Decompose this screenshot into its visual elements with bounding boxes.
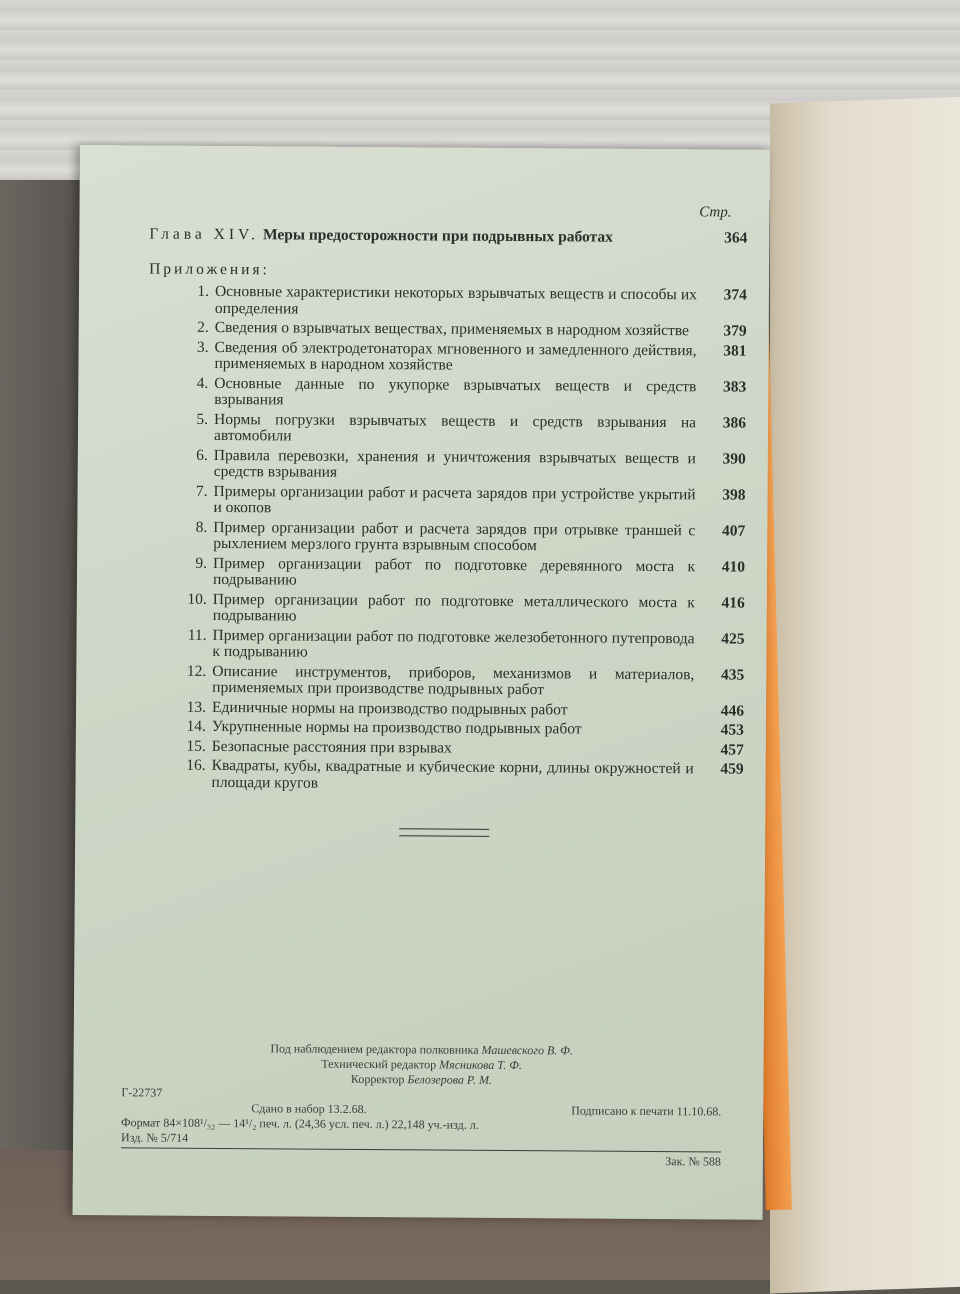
book-page [73, 145, 770, 1220]
toc-item-title: Пример организации работ по подготовке деревянного моста к подрыванию [212, 554, 696, 589]
toc-item-page: 410 [721, 557, 746, 576]
toc-item-page: 386 [722, 413, 747, 432]
typeset-date: Сдано в набор 13.2.68. [251, 1101, 367, 1117]
toc-item [147, 555, 745, 592]
toc-item-title: Описание инструментов, приборов, механизмов и материалов, применяемых при производстве подрывных работ [212, 662, 695, 699]
corrector-name: Белозерова Р. М. [407, 1072, 493, 1087]
toc-item-title: Укрупненные нормы на производство подрывных работ [211, 717, 582, 738]
toc-item-page: 459 [720, 760, 744, 778]
toc-item-number: 2. [197, 318, 209, 336]
toc-item [148, 411, 746, 448]
toc-item-number: 10. [187, 590, 207, 608]
chapter-page: 364 [724, 229, 748, 247]
toc-item-page: 453 [720, 721, 744, 739]
toc-item-title: Пример организации работ по подготовке железобетонного путепровода к подрыванию [212, 626, 695, 661]
toc-item-title: Правила перевозки, хранения и уничтожения взрывчатых веществ и средств взрывания [213, 446, 696, 481]
order-number: Зак. № 588 [665, 1154, 721, 1169]
toc-item-number: 13. [186, 698, 207, 716]
toc-item [149, 283, 747, 320]
toc-item-title: Нормы погрузки взрывчатых веществ и средств взрывания на автомобили [213, 410, 697, 445]
toc-item-page: 379 [723, 322, 747, 340]
toc-item-number: 14. [186, 717, 207, 735]
facing-page [770, 97, 960, 1294]
toc-item [146, 663, 744, 700]
page-column-label: Стр. [699, 204, 732, 221]
toc-item-page: 374 [723, 286, 748, 304]
toc-item [146, 718, 744, 739]
toc-item-title: Сведения о взрывчатых веществах, применяемых в народном хозяйстве [214, 318, 690, 340]
toc-item [145, 757, 743, 794]
print-format: Формат 84×108¹/₃₂ — 14¹/₂ печ. л. (24,36 усл. печ. л.) 22,148 уч.-изд. л. [121, 1115, 479, 1132]
toc-item-number: 1. [197, 282, 210, 300]
toc-item-title: Пример организации работ по подготовке металлического моста к подрыванию [212, 590, 695, 625]
toc-item-number: 7. [195, 482, 208, 500]
toc-item [147, 483, 745, 520]
toc-item [147, 519, 745, 556]
toc-item-number: 6. [196, 446, 208, 464]
chapter-title: Меры предосторожности при подрывных работах [262, 226, 613, 246]
appendix-list [145, 283, 747, 794]
toc-item-number: 8. [195, 518, 208, 536]
toc-item-number: 3. [196, 338, 209, 356]
toc-item-title: Сведения об электродетонаторах мгновенного и замедленного действия, применяемых в народном хозяйстве [214, 338, 697, 374]
toc-item-number: 11. [187, 626, 207, 644]
toc-item-page: 381 [723, 341, 747, 360]
toc-item-page: 435 [721, 665, 745, 684]
section-divider [399, 828, 489, 837]
toc-item-number: 12. [186, 662, 207, 680]
toc-item-title: Основные характеристики некоторых взрывчатых веществ и способы их определения [214, 282, 698, 318]
editor-name: Машевского В. Ф. [481, 1042, 574, 1058]
toc-item [146, 738, 744, 759]
toc-item-title: Квадраты, кубы, квадратные и кубические корни, длины окружностей и площади кругов [211, 756, 694, 792]
toc-item [146, 627, 744, 664]
edition-number: Изд. № 5/714 [121, 1130, 189, 1145]
table-of-contents [145, 204, 748, 844]
toc-item [148, 339, 746, 376]
toc-item [148, 375, 746, 412]
signed-date: Подписано к печати 11.10.68. [571, 1103, 722, 1119]
toc-item-page: 398 [722, 485, 746, 504]
toc-item-title: Безопасные расстояния при взрывах [211, 737, 452, 757]
toc-item-number: 16. [186, 756, 206, 774]
toc-item-number: 9. [195, 554, 208, 572]
toc-item-page: 425 [721, 629, 745, 648]
toc-item [146, 699, 744, 720]
toc-item-page: 390 [722, 449, 746, 468]
imprint-block: Под наблюдением редактора полковника Машевского В. Ф. Технический редактор Мясникова Т. Ф. Корректор Белозерова Р. М. Г-22737 Сдано в набор 13.2.68. Подписано к печати 11.10.68. Формат 84×108¹/₃₂ — 14¹/₂ печ. л. (24,36 усл. печ. л.) 22,148 уч.-изд. л. Изд. № 5/714 Зак. № 588 [121, 1041, 722, 1169]
toc-item-title: Единичные нормы на производство подрывных работ [212, 698, 568, 718]
toc-item [147, 591, 745, 628]
toc-item [148, 447, 746, 484]
toc-item-page: 407 [722, 521, 746, 540]
toc-item-number: 15. [186, 737, 206, 755]
toc-item-page: 416 [721, 593, 745, 612]
toc-item-page: 446 [720, 701, 745, 720]
toc-item-page: 457 [720, 740, 744, 759]
toc-item-title: Примеры организации работ и расчета зарядов при устройстве укрытий и окопов [213, 482, 696, 517]
toc-item-page: 383 [723, 377, 747, 396]
appendices-heading: Приложения: [149, 259, 270, 278]
tech-editor-name: Мясникова Т. Ф. [439, 1057, 522, 1073]
imprint-code: Г-22737 [121, 1085, 163, 1100]
toc-item [149, 319, 747, 340]
toc-item-number: 5. [196, 410, 209, 428]
toc-item-title: Основные данные по укупорке взрывчатых веществ и средств взрывания [214, 374, 697, 409]
chapter-prefix: Глава XIV. [149, 225, 260, 244]
toc-item-number: 4. [196, 374, 209, 392]
chapter-entry [149, 226, 747, 247]
toc-item-title: Пример организации работ и расчета зарядов при отрывке траншей с рыхлением мерзлого грунта взрывным способом [213, 518, 696, 555]
